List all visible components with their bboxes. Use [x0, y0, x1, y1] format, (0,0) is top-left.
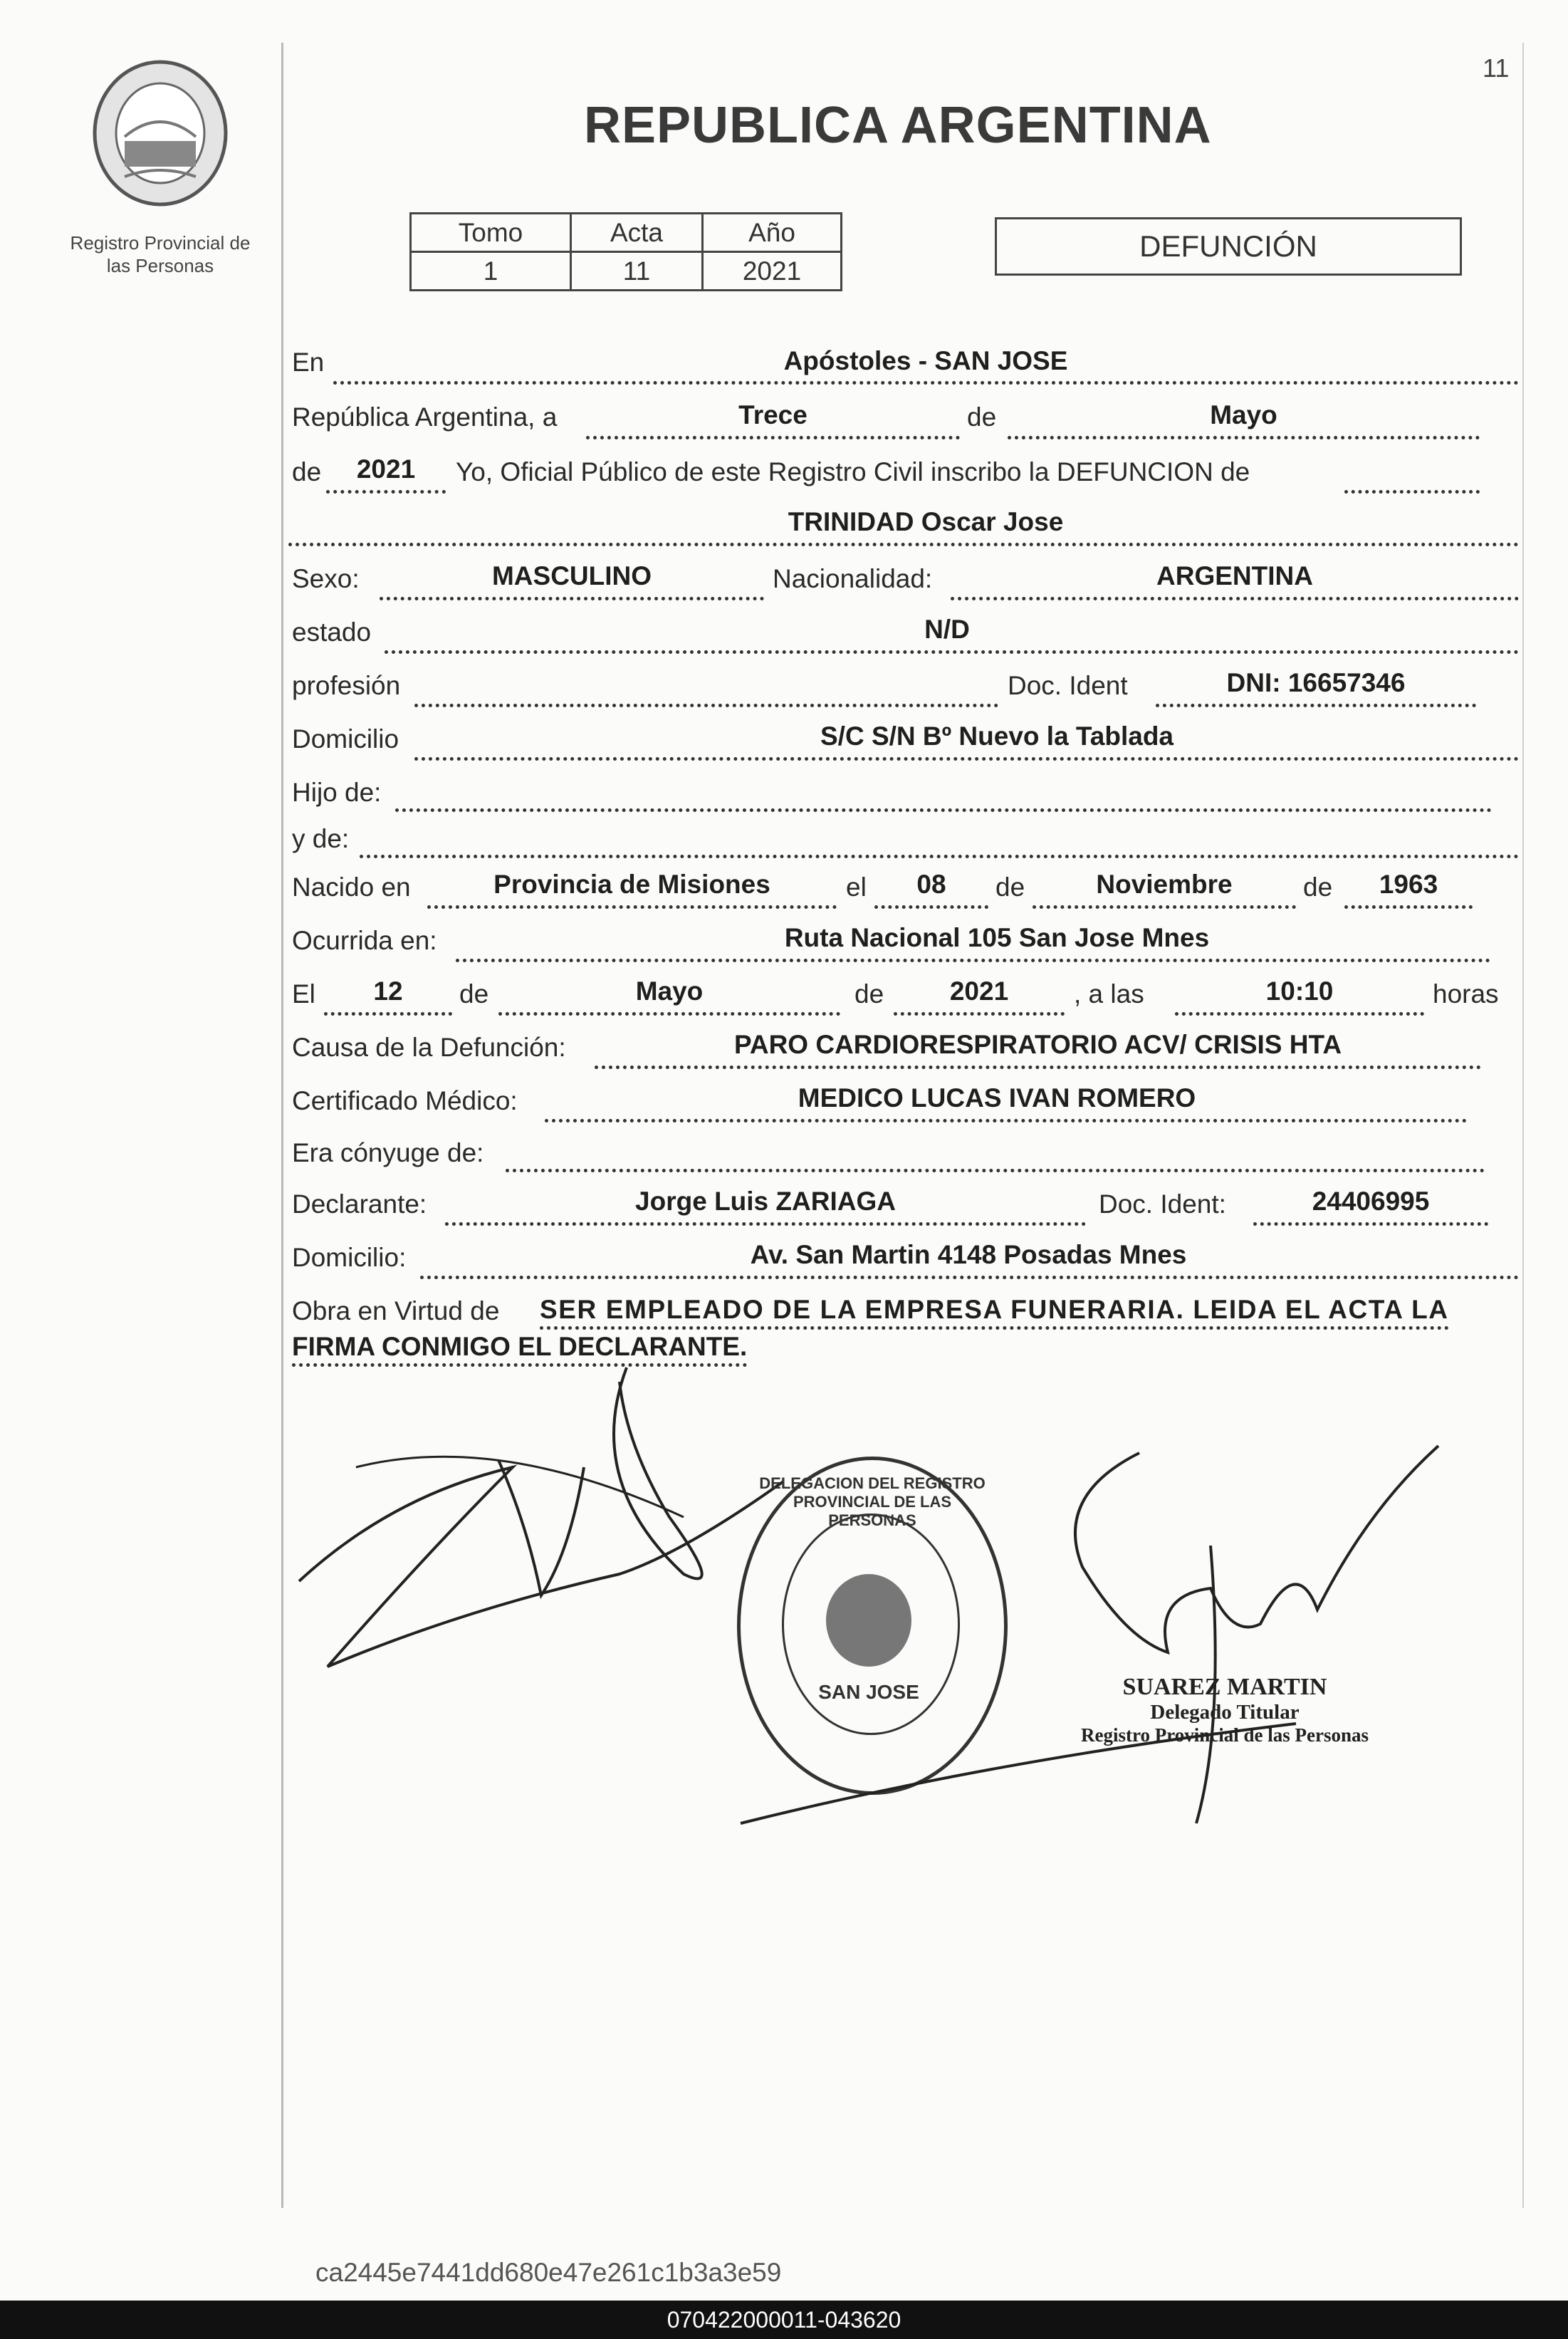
deceased-name-value: TRINIDAD Oscar Jose: [788, 507, 1064, 536]
obra-line2: FIRMA CONMIGO EL DECLARANTE.: [292, 1332, 747, 1367]
dotted-line: [1156, 704, 1476, 707]
el-label: el: [846, 872, 867, 902]
certificado-label: Certificado Médico:: [292, 1086, 518, 1115]
de5-label: de: [459, 979, 489, 1009]
dotted-line: [445, 1222, 1086, 1226]
dotted-line: [874, 905, 988, 909]
de4-label: de: [1303, 872, 1333, 902]
de2-label: de: [292, 457, 322, 486]
stamp-center-text: SAN JOSE: [818, 1681, 919, 1703]
estado-label: estado: [292, 618, 372, 647]
dotted-line: [1253, 1222, 1488, 1226]
official-office: Registro Provincial de las Personas: [1081, 1724, 1369, 1746]
doc-ident2-label: Doc. Ident:: [1099, 1189, 1226, 1219]
document-type-box: DEFUNCIÓN: [995, 217, 1462, 276]
death-day-value: 12: [373, 976, 403, 1006]
agency-name: [43, 231, 278, 277]
doc-ident-value: DNI: 16657346: [1226, 668, 1406, 697]
record-value-acta: 11: [571, 252, 703, 291]
sexo-label: Sexo:: [292, 564, 360, 593]
declarante-doc-value: 24406995: [1312, 1187, 1430, 1216]
record-header-ano: Año: [703, 214, 842, 252]
causa-label: Causa de la Defunción:: [292, 1033, 566, 1062]
republica-label: República Argentina, a: [292, 402, 558, 432]
birth-month-value: Noviembre: [1096, 870, 1233, 899]
dotted-line: [545, 1119, 1467, 1122]
province-seal-icon: [89, 57, 231, 210]
el2-label: El: [292, 979, 315, 1009]
death-month-value: Mayo: [635, 976, 704, 1006]
dotted-line: [427, 905, 837, 909]
dotted-line: [395, 808, 1492, 812]
de6-label: de: [854, 979, 884, 1009]
de-label: de: [967, 402, 997, 432]
dotted-line: [326, 490, 446, 494]
declarante-domicilio-value: Av. San Martin 4148 Posadas Mnes: [750, 1240, 1187, 1269]
dotted-line: [1175, 1012, 1424, 1016]
domicilio-label: Domicilio: [292, 724, 399, 754]
sexo-value: MASCULINO: [491, 561, 652, 590]
official-block: [1047, 1674, 1403, 1746]
dotted-line: [420, 1276, 1519, 1279]
day-word-value: Trece: [738, 400, 807, 429]
estado-value: N/D: [924, 615, 970, 644]
dotted-line: [380, 597, 764, 600]
certificado-value: MEDICO LUCAS IVAN ROMERO: [798, 1083, 1196, 1113]
official-name: SUAREZ MARTIN: [1122, 1674, 1327, 1700]
official-signature: [712, 1424, 1460, 1838]
domicilio2-label: Domicilio:: [292, 1243, 407, 1272]
hijo-label: Hijo de:: [292, 778, 382, 807]
dotted-line: [595, 1066, 1481, 1069]
dotted-line: [506, 1169, 1485, 1172]
official-title: Delegado Titular: [1150, 1701, 1300, 1724]
doc-ident-label: Doc. Ident: [1008, 671, 1128, 700]
document-hash: ca2445e7441dd680e47e261c1b3a3e59: [315, 2258, 782, 2287]
year-value: 2021: [356, 454, 416, 484]
place-value: Apóstoles - SAN JOSE: [783, 346, 1068, 375]
declarante-label: Declarante:: [292, 1189, 427, 1219]
horas-label: horas: [1433, 979, 1499, 1009]
nacionalidad-value: ARGENTINA: [1156, 561, 1313, 590]
dotted-line: [414, 757, 1519, 761]
dotted-line: [951, 597, 1519, 600]
death-time-value: 10:10: [1265, 976, 1334, 1006]
birth-day-value: 08: [916, 870, 946, 899]
record-header-acta: Acta: [571, 214, 703, 252]
obra-line1: SER EMPLEADO DE LA EMPRESA FUNERARIA. LEIDA EL ACTA LA: [540, 1295, 1449, 1330]
dotted-line: [324, 1012, 452, 1016]
causa-value: PARO CARDIORESPIRATORIO ACV/ CRISIS HTA: [733, 1030, 1342, 1059]
dotted-line: [498, 1012, 840, 1016]
dotted-line: [414, 704, 998, 707]
profesion-label: profesión: [292, 671, 401, 700]
domicilio-value: S/C S/N Bº Nuevo la Tablada: [820, 722, 1174, 751]
nacido-label: Nacido en: [292, 872, 411, 902]
dotted-line: [1033, 905, 1296, 909]
dotted-line: [1344, 490, 1480, 494]
dotted-line: [333, 381, 1519, 385]
page-number: 11: [1483, 53, 1510, 83]
agency-name-line1: Registro Provincial de: [70, 232, 251, 254]
alas-label: , a las: [1074, 979, 1144, 1009]
footer-code: 070422000011-043620: [0, 2301, 1568, 2339]
dotted-line: [456, 959, 1490, 962]
nacionalidad-label: Nacionalidad:: [773, 564, 933, 593]
record-table: [409, 212, 842, 291]
record-value-ano: 2021: [703, 252, 842, 291]
birth-year-value: 1963: [1379, 870, 1438, 899]
death-year-value: 2021: [949, 976, 1009, 1006]
dotted-line: [1344, 905, 1473, 909]
dotted-line: [894, 1012, 1065, 1016]
conyuge-label: Era cónyuge de:: [292, 1138, 484, 1167]
de3-label: de: [995, 872, 1025, 902]
record-value-tomo: 1: [411, 252, 571, 291]
inscribo-text: Yo, Oficial Público de este Registro Civil inscribo la DEFUNCION de: [456, 457, 1250, 486]
dotted-line: [586, 436, 960, 439]
declarante-value: Jorge Luis ZARIAGA: [635, 1187, 896, 1216]
month-value: Mayo: [1210, 400, 1277, 429]
right-margin-line: [1522, 43, 1524, 2208]
ocurrida-label: Ocurrida en:: [292, 926, 437, 955]
agency-name-line2: las Personas: [106, 255, 214, 276]
en-label: En: [292, 348, 325, 377]
dotted-line: [1008, 436, 1480, 439]
dotted-line: [360, 855, 1519, 858]
dotted-line: [288, 543, 1519, 546]
nacido-en-value: Provincia de Misiones: [493, 870, 770, 899]
page-title: REPUBLICA ARGENTINA: [584, 97, 1212, 154]
dotted-line: [385, 650, 1519, 654]
record-header-tomo: Tomo: [411, 214, 571, 252]
obra-label: Obra en Virtud de: [292, 1296, 500, 1325]
stamp-ring-text: DELEGACION DEL REGISTRO PROVINCIAL DE LAS PERSONAS: [759, 1474, 986, 1529]
left-margin-line: [281, 43, 283, 2208]
yde-label: y de:: [292, 824, 350, 853]
ocurrida-value: Ruta Nacional 105 San Jose Mnes: [784, 923, 1210, 952]
